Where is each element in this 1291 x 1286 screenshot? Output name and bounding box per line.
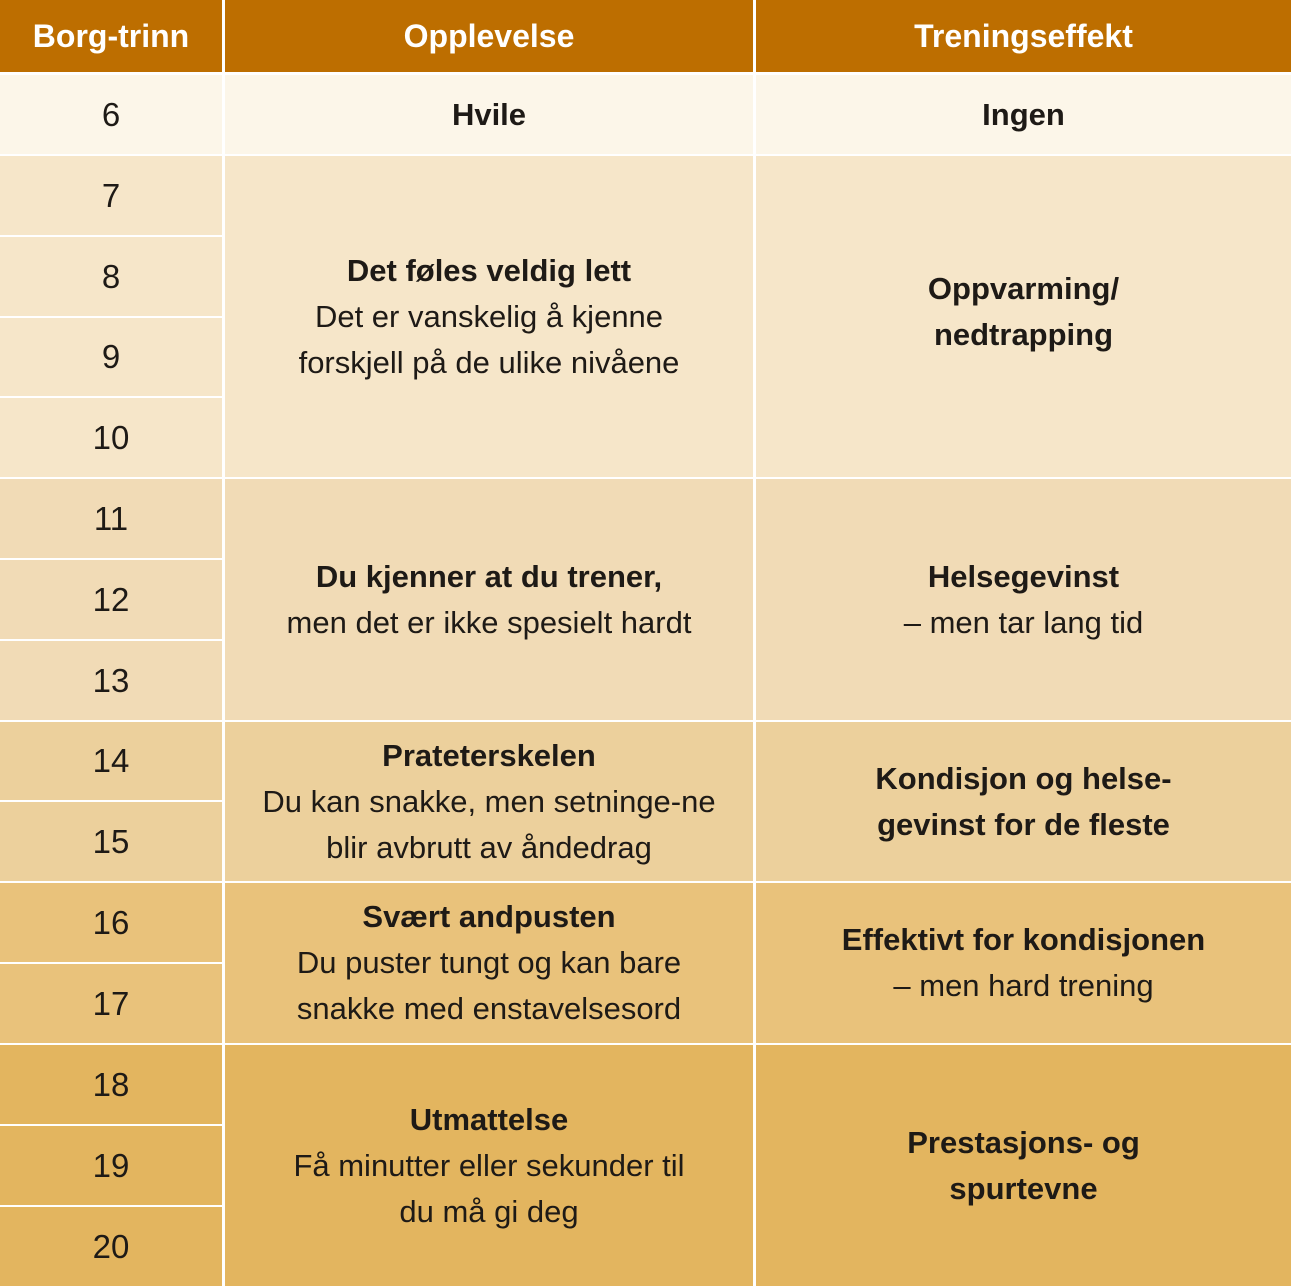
effect-title: Prestasjons- og spurtevne: [907, 1124, 1140, 1206]
step-cell: 18: [0, 1045, 222, 1124]
header-effect: Treningseffekt: [756, 0, 1291, 72]
effect-cell: [756, 1045, 1291, 1286]
experience-title: Svært andpusten: [362, 899, 616, 934]
effect-text: – men hard trening: [893, 968, 1154, 1003]
experience-text: Det er vanskelig å kjenne forskjell på de ulike nivåene: [298, 298, 680, 380]
effect-title: Kondisjon og helse-gevinst for de fleste: [875, 760, 1172, 842]
step-cell: 16: [0, 883, 222, 962]
effect-text: – men tar lang tid: [903, 604, 1144, 640]
experience-text: men det er ikke spesielt hardt: [286, 604, 692, 640]
step-cell: 6: [0, 75, 222, 154]
experience-cell: [225, 883, 753, 1043]
header-experience: Opplevelse: [225, 0, 753, 72]
experience-title: Du kjenner at du trener,: [315, 558, 663, 594]
effect-cell: [756, 75, 1291, 154]
effect-title: Ingen: [982, 96, 1065, 132]
step-cell: 9: [0, 318, 222, 396]
experience-text: Få minutter eller sekunder til du må gi deg: [293, 1147, 685, 1229]
effect-cell: [756, 156, 1291, 477]
experience-title: Utmattelse: [409, 1101, 569, 1137]
experience-title: Hvile: [451, 96, 527, 132]
effect-title: Helsegevinst: [927, 558, 1120, 594]
effect-title: Effektivt for kondisjonen: [841, 922, 1206, 957]
effect-cell: [756, 883, 1291, 1043]
step-cell: 10: [0, 398, 222, 477]
step-cell: 8: [0, 237, 222, 316]
experience-title: Prateterskelen: [382, 737, 596, 773]
step-cell: 14: [0, 722, 222, 800]
step-cell: 11: [0, 479, 222, 558]
effect-title: Oppvarming/ nedtrapping: [927, 271, 1120, 352]
step-cell: 20: [0, 1207, 222, 1286]
step-cell: 19: [0, 1126, 222, 1205]
effect-cell: [756, 722, 1291, 881]
step-cell: 7: [0, 156, 222, 235]
step-cell: 13: [0, 641, 222, 720]
effect-cell: [756, 479, 1291, 720]
experience-cell: [225, 1045, 753, 1286]
header-borg: Borg-trinn: [0, 0, 222, 72]
experience-title: Det føles veldig lett: [346, 252, 632, 288]
experience-cell: [225, 479, 753, 720]
experience-cell: [225, 75, 753, 154]
experience-text: Du puster tungt og kan bare snakke med enstavelsesord: [296, 945, 682, 1026]
experience-cell: [225, 722, 753, 881]
experience-cell: [225, 156, 753, 477]
step-cell: 12: [0, 560, 222, 639]
step-cell: 17: [0, 964, 222, 1043]
experience-text: Du kan snakke, men setninge-ne blir avbrutt av åndedrag: [262, 783, 716, 865]
step-cell: 15: [0, 802, 222, 881]
